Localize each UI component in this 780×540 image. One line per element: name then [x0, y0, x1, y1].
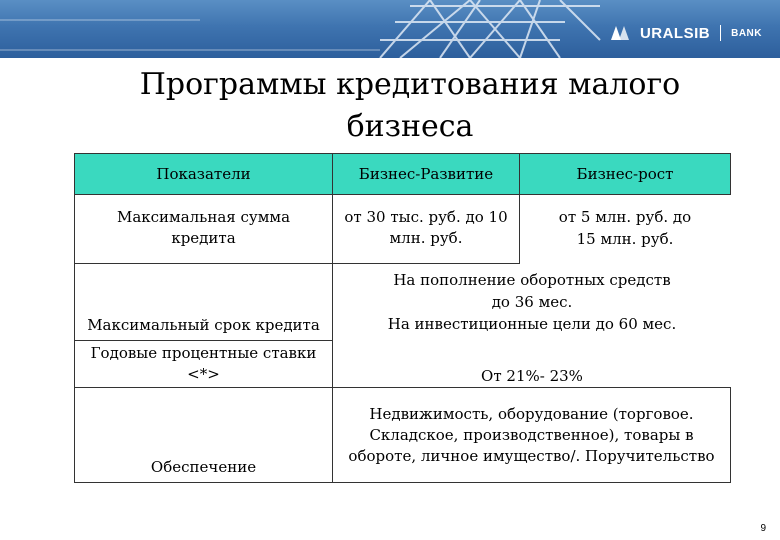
collateral-value: Недвижимость, оборудование (торговое. Складское, производственное), товары в обороте, личное имущество/. Поручительство [332, 387, 731, 483]
row-label-max-amount: Максимальная сумма кредита [74, 194, 333, 264]
rates-value: От 21%- 23% [481, 367, 583, 385]
column-header-indicators: Показатели [74, 153, 333, 195]
title-line-1: Программы кредитования малого [139, 67, 681, 102]
top-banner [0, 0, 780, 58]
uralsib-emblem-icon [608, 23, 634, 43]
logo-suffix: BANK [731, 27, 762, 39]
page-title [100, 64, 720, 148]
page-number: 9 [760, 523, 766, 534]
title-line-2: бизнеса [346, 109, 474, 144]
max-amount-rost: от 5 млн. руб. до 15 млн. руб. [558, 208, 692, 248]
loan-programs-table [74, 153, 731, 483]
max-term-value: На пополнение оборотных средств до 36 мес. На инвестиционные цели до 60 мес. [387, 271, 677, 333]
column-header-razvitie: Бизнес-Развитие [332, 153, 520, 195]
logo-name: URALSIB [639, 24, 711, 42]
row-label-max-term: Максимальный срок кредита [74, 263, 333, 341]
max-amount-razvitie: от 30 тыс. руб. до 10 млн. руб. [332, 194, 520, 264]
row-label-collateral: Обеспечение [74, 387, 333, 483]
column-header-rost: Бизнес-рост [519, 153, 731, 195]
logo-divider [720, 25, 721, 41]
row-label-rates: Годовые процентные ставки <*> [74, 340, 333, 388]
bank-logo[interactable] [608, 22, 762, 44]
